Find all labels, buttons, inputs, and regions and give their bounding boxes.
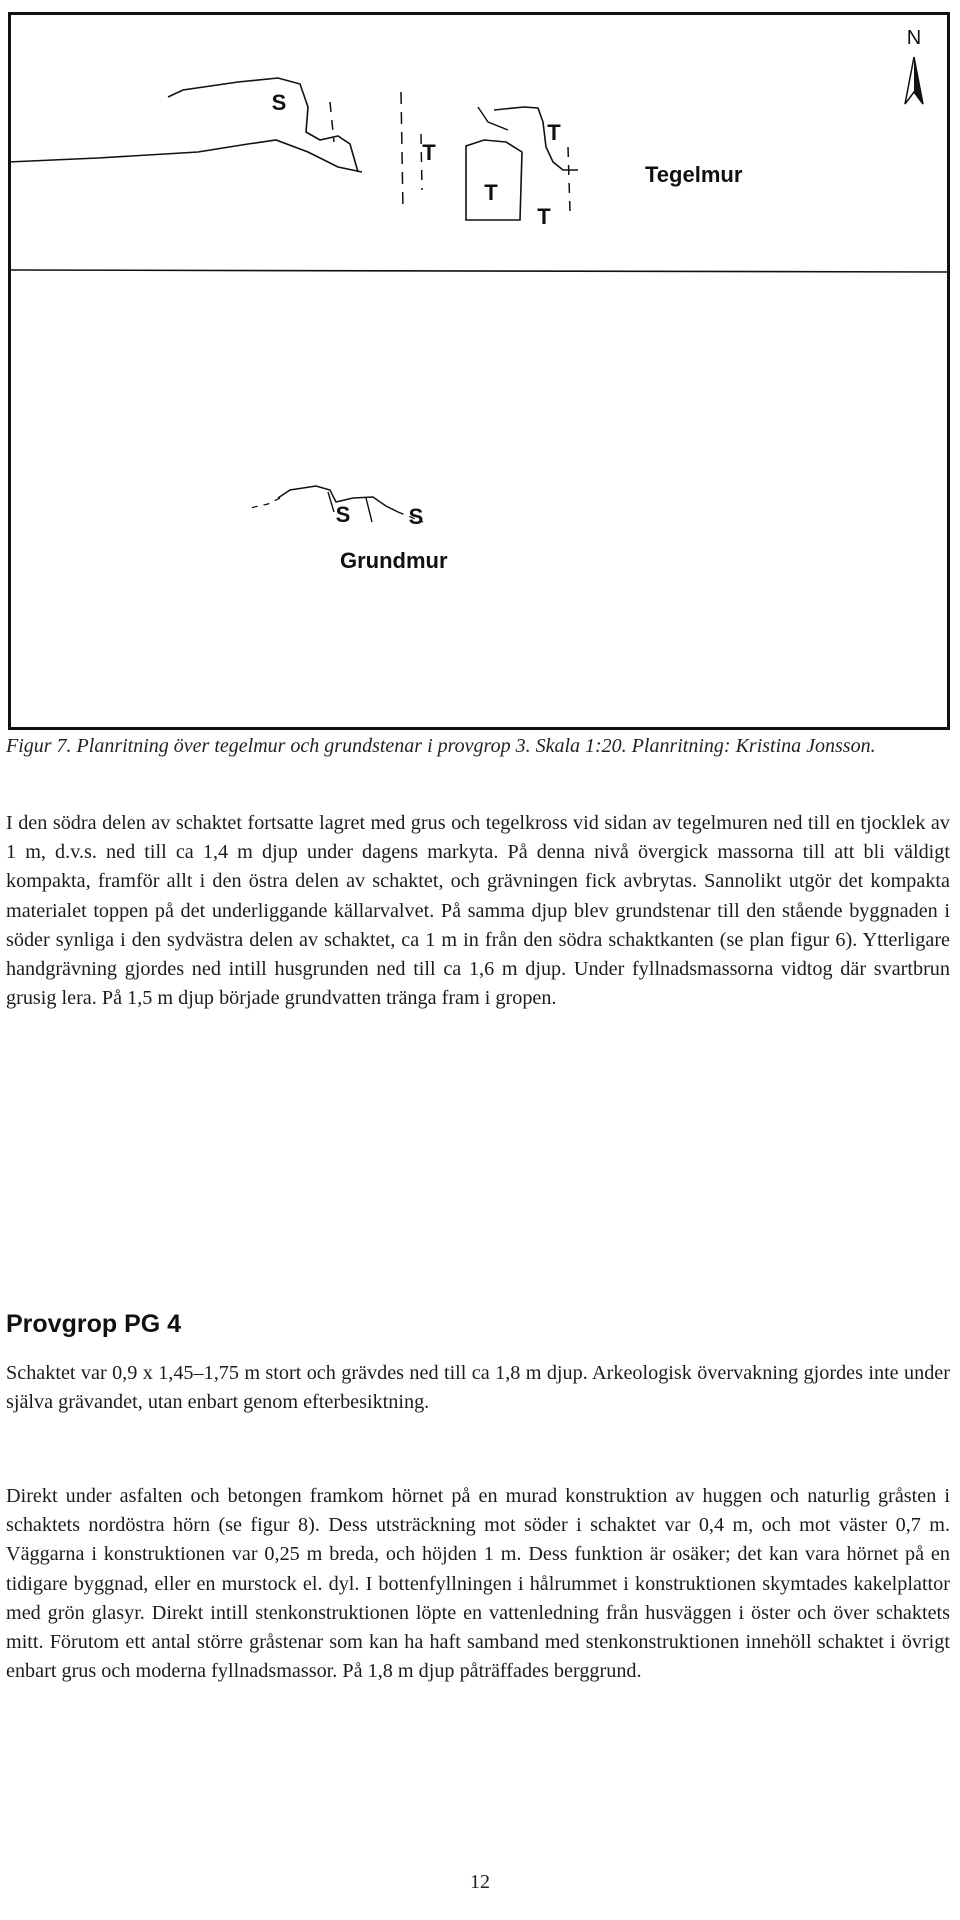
- brick-label-t: T: [484, 180, 498, 205]
- brick-label-t: T: [422, 140, 436, 165]
- stone-outline-upper: [168, 78, 358, 172]
- stone-label-s: S: [335, 502, 351, 527]
- figure-caption: Figur 7. Planritning över tegelmur och grundstenar i provgrop 3. Skala 1:20. Planritning: Kristina Jonsson.: [6, 735, 876, 757]
- horizontal-line: [8, 270, 950, 272]
- body-paragraph: Schaktet var 0,9 x 1,45–1,75 m stort och grävdes ned till ca 1,8 m djup. Arkeologisk övervakning gjordes inte under själva grävandet, utan enbart genom efterbesiktning.: [6, 1362, 950, 1414]
- tegelmur-label: Tegelmur: [645, 162, 743, 187]
- tegelmur-outline-line: [8, 140, 362, 172]
- body-paragraph: Direkt under asfalten och betongen framkom hörnet på en murad konstruktion av huggen och naturlig gråsten i schaktets nordöstra hörn (se figur 8). Dess utsträckning mot söder i schaktet var 0,4 m, och mot väster 0,7 m. Väggarna i konstruktionen var 0,25 m breda, och höjden 1 m. Dess funktion är osäker; det kan vara hörnet på en tidigare byggnad, eller en murstock el. dyl. I bottenfyllningen i hålrummet i konstruktionen skymtades kakelplattor med grön glasyr. Direkt intill stenkonstruktionen löpte en vattenledning från husväggen i öster och över schaktets mitt. Förutom ett antal större gråstenar som kan ha haft samband med stenkonstruktionen innehöll schaktet i övrigt enbart grus och moderna fyllnadsmassor. På 1,8 m djup påträffades berggrund.: [6, 1485, 950, 1683]
- north-arrow-icon: [905, 57, 923, 104]
- body-paragraph: I den södra delen av schaktet fortsatte lagret med grus och tegelkross vid sidan av tegelmuren ned till en tjocklek av 1 m, d.v.s. ned till ca 1,4 m djup under dagens markyta. På denna nivå övergick massorna till att bli väldigt kompakta, framför allt i den östra delen av schaktet, och grävningen fick avbrytas. Sannolikt utgör det kompakta materialet toppen på det underliggande källarvalvet. På samma djup blev grundstenar till den stående byggnaden i söder synliga i den sydvästra delen av schaktet, ca 1 m in från den södra schaktkanten (se plan figur 6). Ytterligare handgrävning gjordes ned intill husgrunden ned till ca 1,6 m djup. Under fyllnadsmassorna vidtog där svartbrun grusig lera. På 1,5 m djup började grundvatten tränga fram i gropen.: [6, 812, 950, 1010]
- stone-label-s: S: [271, 90, 287, 115]
- stone-label-s: S: [408, 504, 424, 529]
- grundmur-label: Grundmur: [340, 548, 448, 573]
- plan-drawing: [8, 12, 950, 730]
- north-label: N: [906, 27, 922, 49]
- section-heading: Provgrop PG 4: [6, 1310, 182, 1338]
- page-number: 12: [470, 1871, 490, 1893]
- brick-label-t: T: [547, 120, 561, 145]
- brick-block-right: [494, 107, 578, 170]
- brick-label-t: T: [537, 204, 551, 229]
